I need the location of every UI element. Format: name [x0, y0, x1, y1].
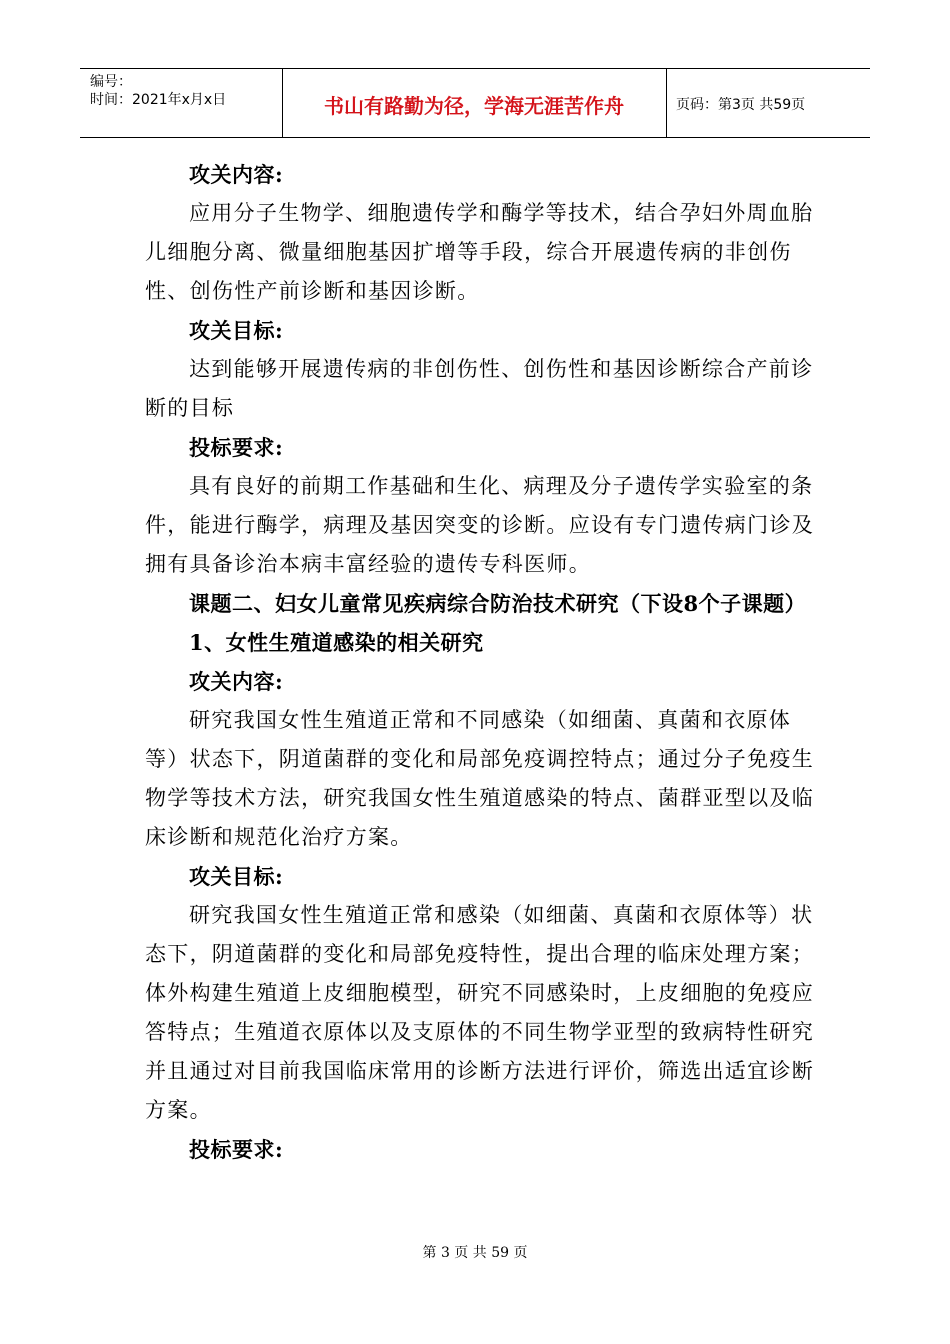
paragraph: 研究我国女性生殖道正常和感染（如细菌、真菌和衣原体等）状态下，阴道菌群的变化和局部免疫特性，提出合理的临床处理方案；	[145, 903, 814, 966]
header-motto: 书山有路勤为径，学海无涯苦作舟	[324, 94, 624, 118]
document-date: 时间：2021年x月x日	[90, 92, 227, 108]
document-body	[145, 155, 815, 1169]
page-footer: 第 3 页 共 59 页	[422, 1245, 528, 1261]
section-heading: 攻关内容:	[189, 162, 284, 187]
header-page-cell	[666, 69, 870, 137]
section-heading: 攻关目标:	[189, 864, 284, 889]
header-page-number: 页码：第3页 共59页	[676, 97, 806, 113]
document-number: 编号：	[90, 74, 132, 90]
paragraph: 研究我国女性生殖道正常和不同感染（如细菌、真菌和衣原体等）状态下，阴道菌群的变化和局部免疫调控特点；通过分子免疫生物学等技术方法，研究我国女性生殖道感染的特点、菌群亚型以及临床诊断和规范化治疗方案。	[145, 708, 814, 849]
section-heading: 投标要求:	[189, 435, 284, 460]
section-heading: 攻关内容:	[189, 669, 284, 694]
header-motto-cell	[282, 69, 667, 137]
paragraph: 应用分子生物学、细胞遗传学和酶学等技术，结合孕妇外周血胎儿细胞分离、微量细胞基因扩增等手段，综合开展遗传病的非创伤性、创伤性产前诊断和基因诊断。	[145, 201, 814, 303]
section-heading: 投标要求:	[189, 1137, 284, 1162]
document-header	[80, 68, 870, 138]
paragraph: 体外构建生殖道上皮细胞模型，研究不同感染时，上皮细胞的免疫应答特点；生殖道衣原体以及支原体的不同生物学亚型的致病特性研究并且通过对目前我国临床常用的诊断方法进行评价，筛选出适宜诊断方案。	[145, 981, 814, 1122]
paragraph: 具有良好的前期工作基础和生化、病理及分子遗传学实验室的条件，能进行酶学，病理及基因突变的诊断。应设有专门遗传病门诊及拥有具备诊治本病丰富经验的遗传专科医师。	[145, 474, 814, 576]
header-meta-cell	[80, 69, 283, 137]
topic-heading: 课题二、妇女儿童常见疾病综合防治技术研究（下设8个子课题）	[189, 591, 807, 616]
section-heading: 攻关目标:	[189, 318, 284, 343]
paragraph: 达到能够开展遗传病的非创伤性、创伤性和基因诊断综合产前诊断的目标	[145, 357, 814, 420]
subtopic-heading: 1、女性生殖道感染的相关研究	[189, 630, 484, 655]
